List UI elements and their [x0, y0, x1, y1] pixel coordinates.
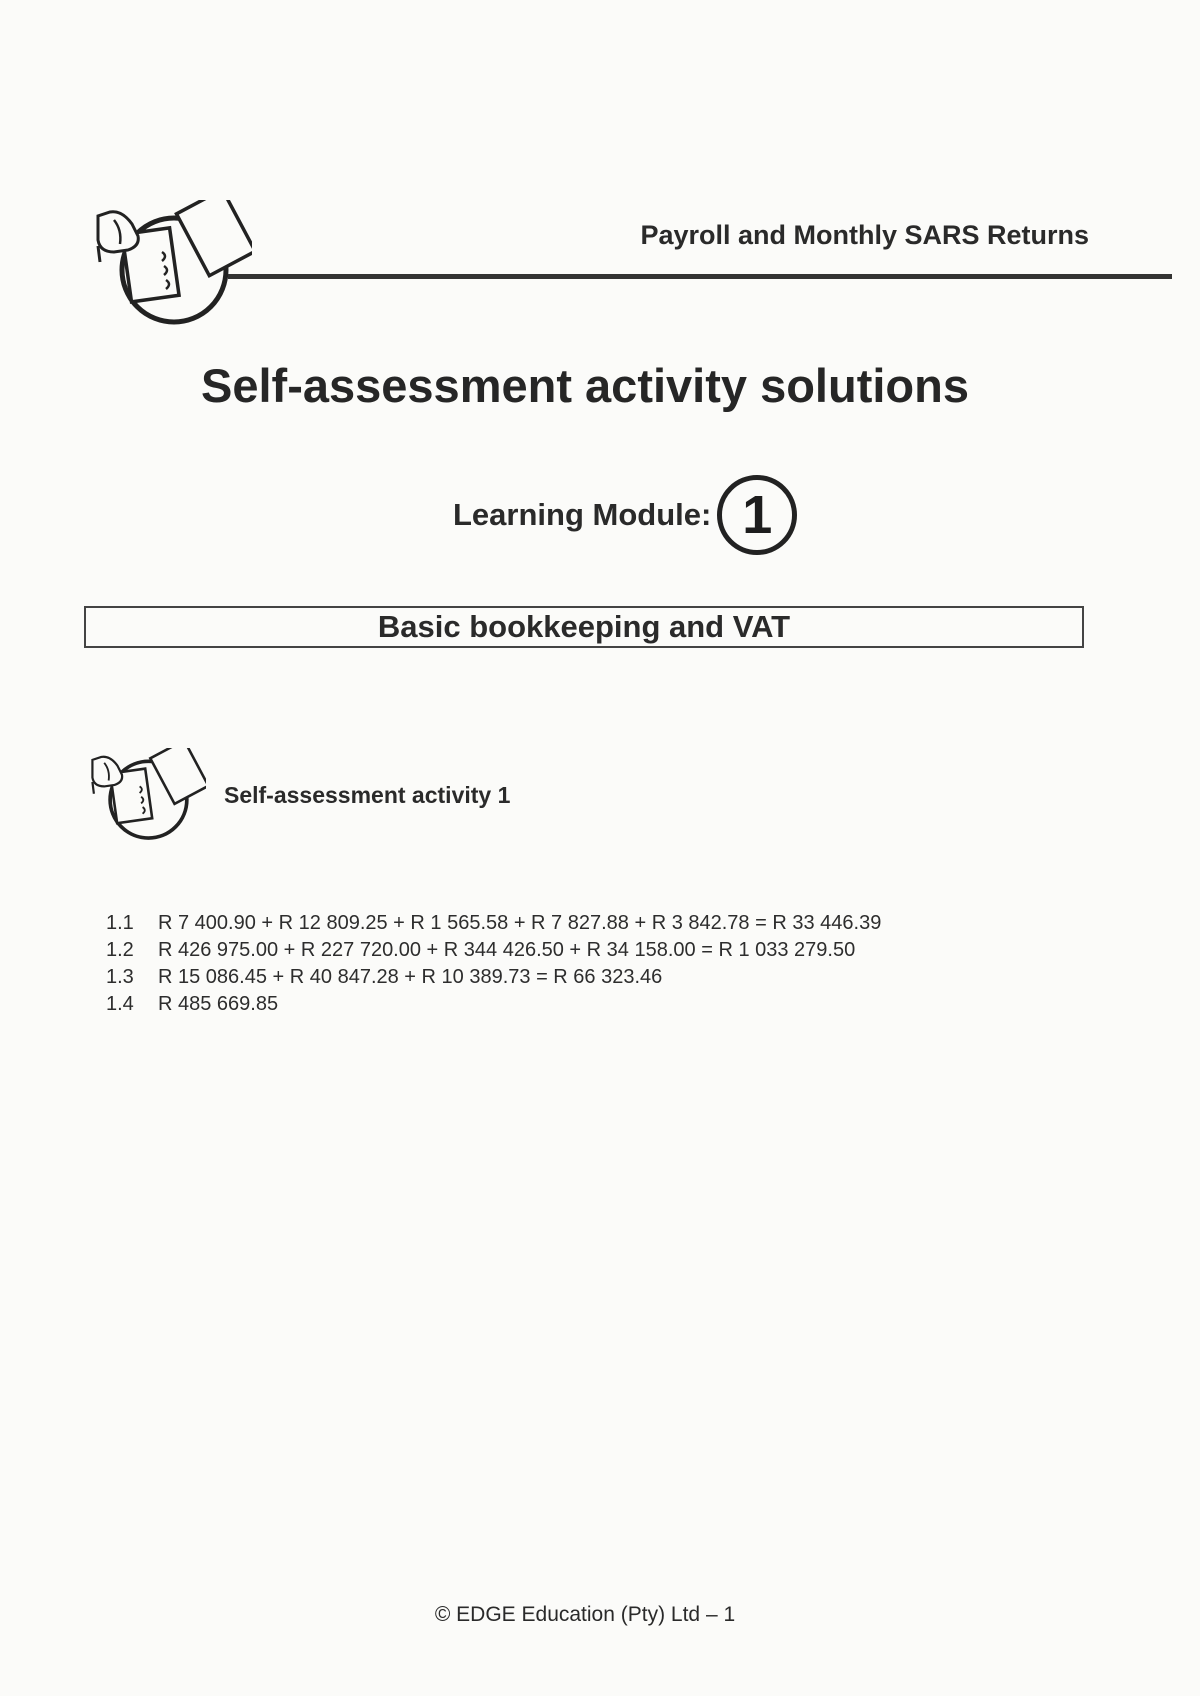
module-label: Learning Module:	[453, 497, 712, 532]
hand-holding-documents-icon	[92, 200, 252, 330]
answer-text: R 7 400.90 + R 12 809.25 + R 1 565.58 + R 7 827.88 + R 3 842.78 = R 33 446.39	[158, 912, 882, 934]
answer-text: R 15 086.45 + R 40 847.28 + R 10 389.73 = R 66 323.46	[158, 966, 663, 988]
module-subject-box: Basic bookkeeping and VAT	[84, 606, 1084, 648]
answer-number: 1.1	[106, 912, 134, 934]
answer-text: R 426 975.00 + R 227 720.00 + R 344 426.50 + R 34 158.00 = R 1 033 279.50	[158, 939, 856, 961]
answer-item	[106, 912, 881, 939]
header-rule	[228, 274, 1172, 279]
running-header: Payroll and Monthly SARS Returns	[640, 220, 1089, 250]
answer-number: 1.3	[106, 966, 134, 988]
page-footer: © EDGE Education (Pty) Ltd – 1	[434, 1603, 736, 1626]
answer-item	[106, 966, 881, 993]
learning-module-heading	[453, 470, 797, 560]
hand-holding-documents-icon	[88, 748, 206, 844]
answer-list	[106, 912, 881, 1020]
module-number-badge: 1	[717, 475, 797, 555]
answer-number: 1.4	[106, 993, 134, 1015]
answer-number: 1.2	[106, 939, 134, 961]
answer-text: R 485 669.85	[158, 993, 279, 1015]
answer-item	[106, 993, 881, 1020]
page-title: Self-assessment activity solutions	[201, 359, 969, 412]
answer-item	[106, 939, 881, 966]
activity-heading: Self-assessment activity 1	[224, 782, 511, 808]
